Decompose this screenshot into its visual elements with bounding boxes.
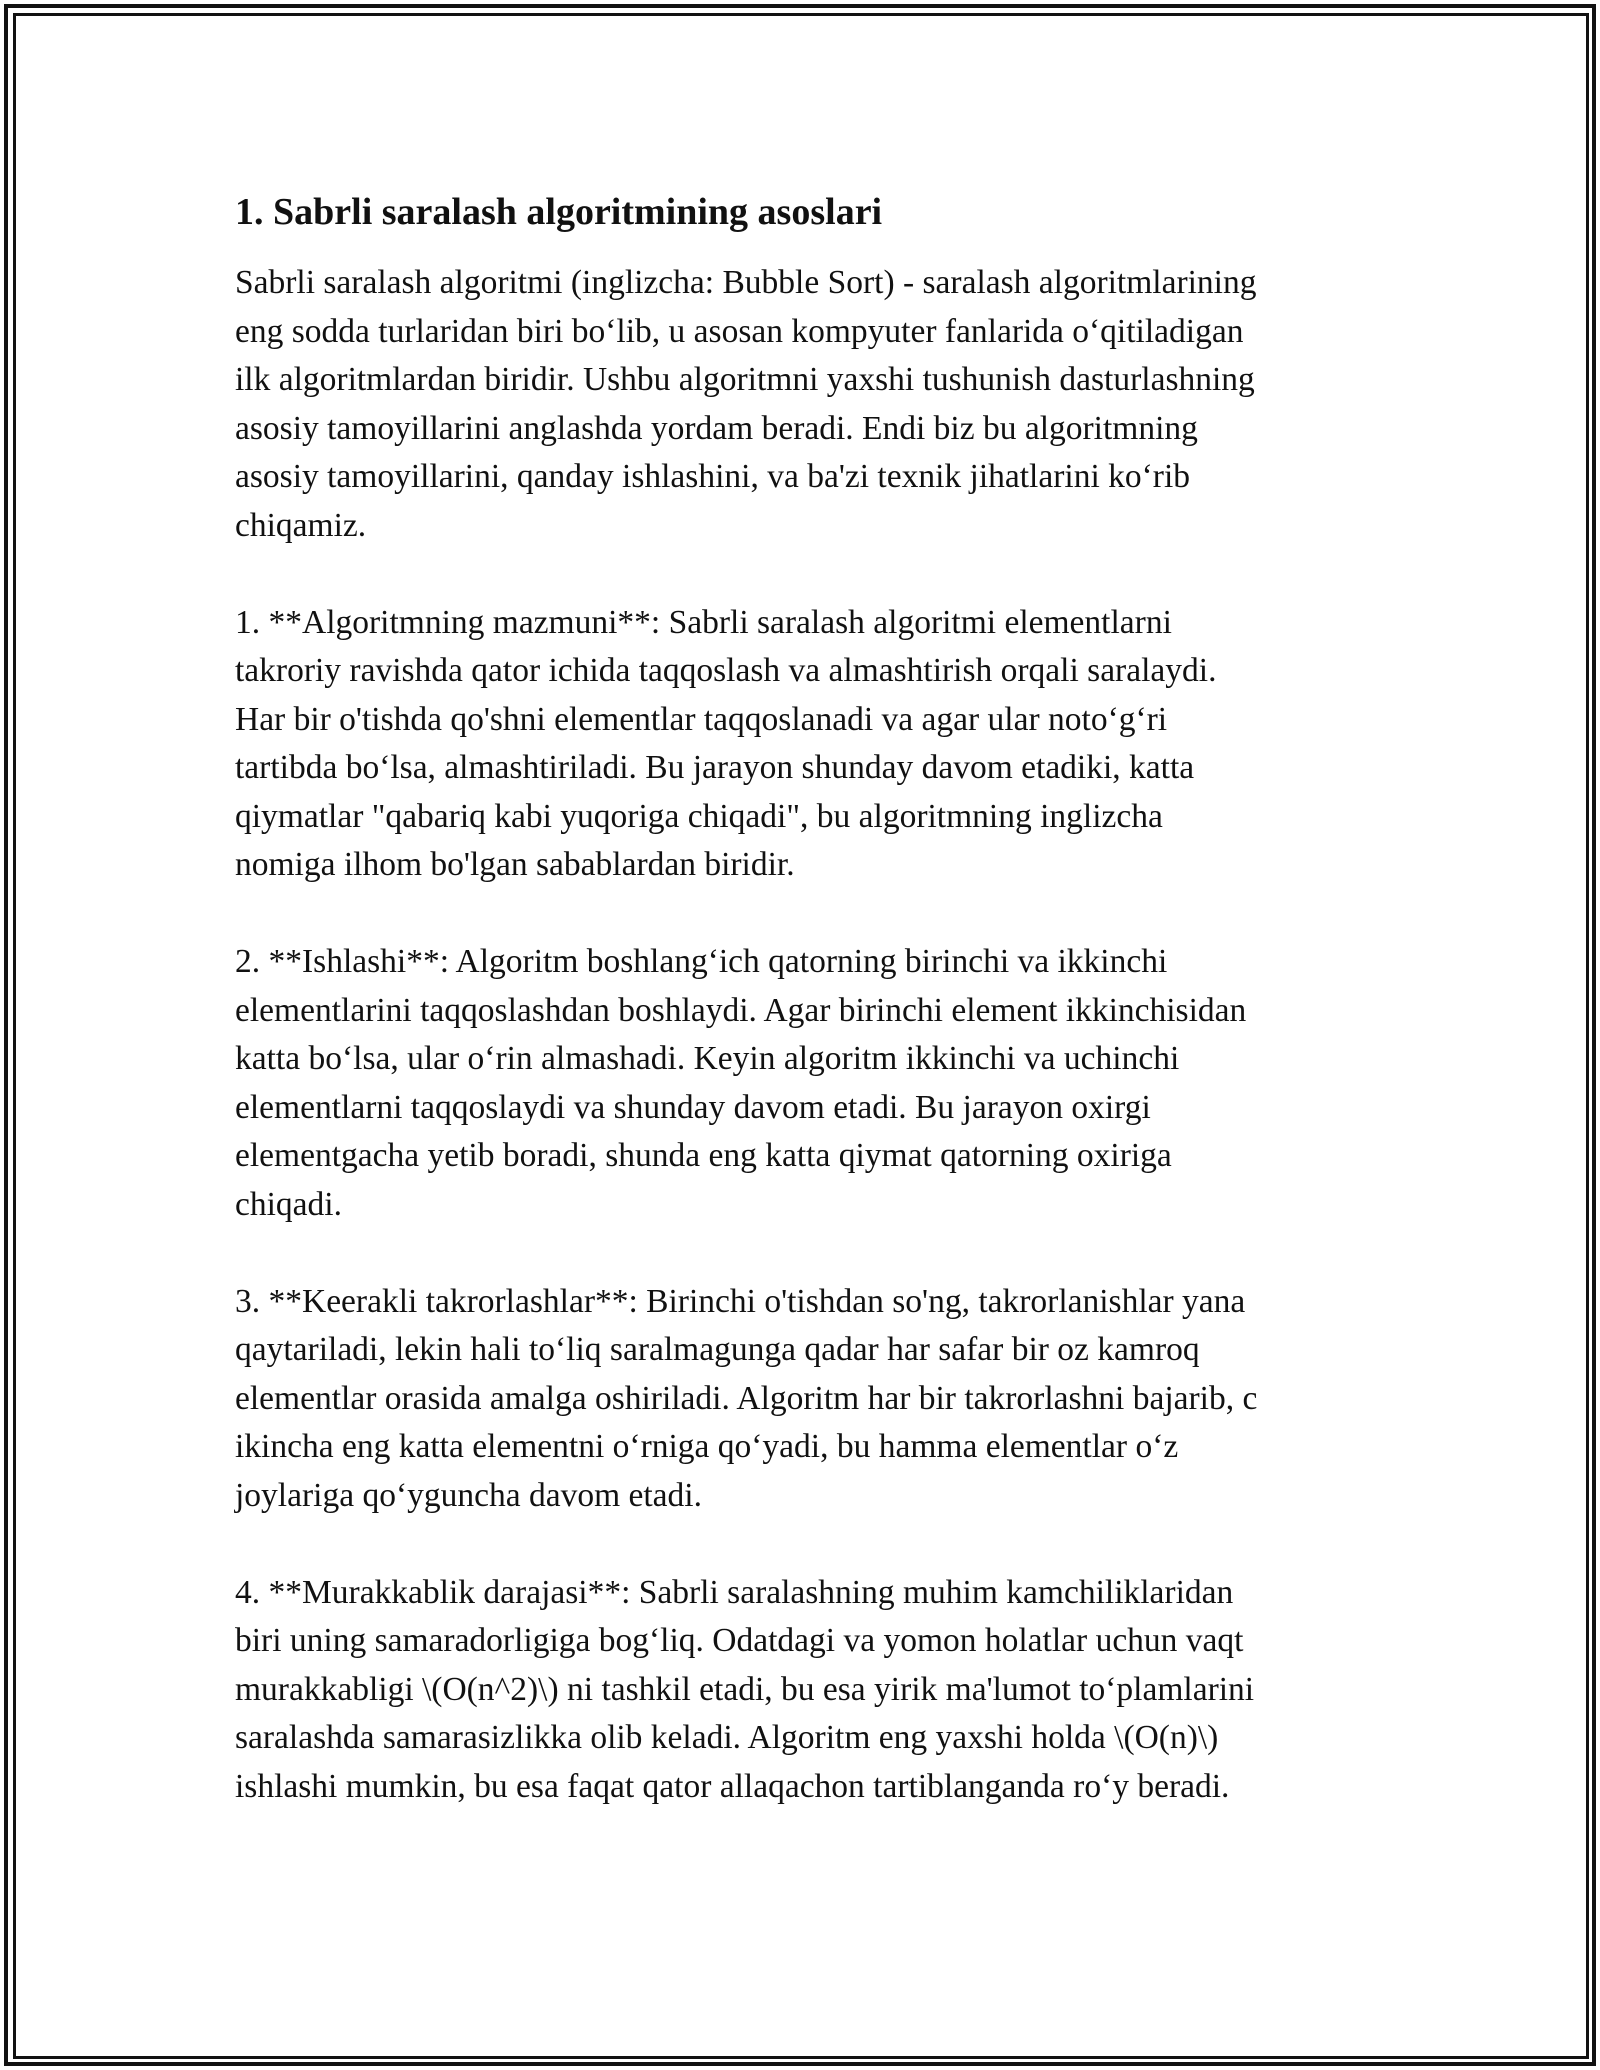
text-line: qaytariladi, lekin hali to‘liq saralmagunga qadar har safar bir oz kamroq <box>235 1331 1200 1368</box>
text-line: asosiy tamoyillarini, qanday ishlashini, va ba'zi texnik jihatlarini ko‘rib <box>235 458 1190 495</box>
text-line: eng sodda turlaridan biri bo‘lib, u asosan kompyuter fanlarida o‘qitiladigan <box>235 312 1244 350</box>
text-line: joylariga qo‘yguncha davom etadi. <box>235 1476 702 1514</box>
text-line: chiqadi. <box>235 1185 342 1223</box>
paragraph-item-2 <box>235 938 1375 1229</box>
text-line: asosiy tamoyillarini anglashda yordam beradi. Endi biz bu algoritmning <box>235 409 1198 447</box>
text-line: 4. **Murakkablik darajasi**: Sabrli saralashning muhim kamchiliklaridan <box>235 1573 1234 1611</box>
text-line: elementlar orasida amalga oshiriladi. Algoritm har bir takrorlashni bajarib, c <box>235 1379 1258 1417</box>
paragraph-item-1 <box>235 599 1375 890</box>
text-line: qiymatlar "qabariq kabi yuqoriga chiqadi", bu algoritmning inglizcha <box>235 797 1163 835</box>
text-line: chiqamiz. <box>235 506 367 544</box>
text-line: 2. **Ishlashi**: Algoritm boshlang‘ich qatorning birinchi va ikkinchi <box>235 943 1168 980</box>
text-line: elementlarni taqqoslaydi va shunday davom etadi. Bu jarayon oxirgi <box>235 1088 1151 1126</box>
text-line: murakkabligi \(O(n^2)\) ni tashkil etadi, bu esa yirik ma'lumot to‘plamlarini <box>235 1670 1255 1708</box>
text-line: katta bo‘lsa, ular o‘rin almashadi. Keyin algoritm ikkinchi va uchinchi <box>235 1040 1180 1077</box>
text-line: biri uning samaradorligiga bog‘liq. Odatdagi va yomon holatlar uchun vaqt <box>235 1622 1244 1659</box>
text-line: elementlarini taqqoslashdan boshlaydi. Agar birinchi element ikkinchisidan <box>235 991 1247 1029</box>
text-line: elementgacha yetib boradi, shunda eng katta qiymat qatorning oxiriga <box>235 1137 1172 1174</box>
text-line: saralashda samarasizlikka olib keladi. Algoritm eng yaxshi holda \(O(n)\) <box>235 1719 1219 1756</box>
text-line: nomiga ilhom bo'lgan sabablardan biridir. <box>235 846 795 883</box>
document-title: 1. Sabrli saralash algoritmining asoslari <box>235 191 883 233</box>
text-line: ilk algoritmlardan biridir. Ushbu algoritmni yaxshi tushunish dasturlashning <box>235 361 1255 398</box>
paragraph-intro <box>235 259 1375 550</box>
paragraph-item-4 <box>235 1569 1375 1812</box>
text-line: takroriy ravishda qator ichida taqqoslash va almashtirish orqali saralaydi. <box>235 652 1217 689</box>
text-line: 1. **Algoritmning mazmuni**: Sabrli saralash algoritmi elementlarni <box>235 603 1172 641</box>
document-body <box>235 182 1375 1860</box>
text-line: ikincha eng katta elementni o‘rniga qo‘yadi, bu hamma elementlar o‘z <box>235 1428 1179 1465</box>
text-line: ishlashi mumkin, bu esa faqat qator allaqachon tartiblanganda ro‘y beradi. <box>235 1767 1230 1805</box>
text-line: 3. **Keerakli takrorlashlar**: Birinchi o'tishdan so'ng, takrorlanishlar yana <box>235 1282 1246 1320</box>
text-line: Sabrli saralash algoritmi (inglizcha: Bubble Sort) - saralash algoritmlarining <box>235 264 1257 301</box>
text-line: tartibda bo‘lsa, almashtiriladi. Bu jarayon shunday davom etadiki, katta <box>235 749 1195 786</box>
paragraph-item-3 <box>235 1278 1375 1521</box>
text-line: Har bir o'tishda qo'shni elementlar taqqoslanadi va agar ular noto‘g‘ri <box>235 700 1168 738</box>
